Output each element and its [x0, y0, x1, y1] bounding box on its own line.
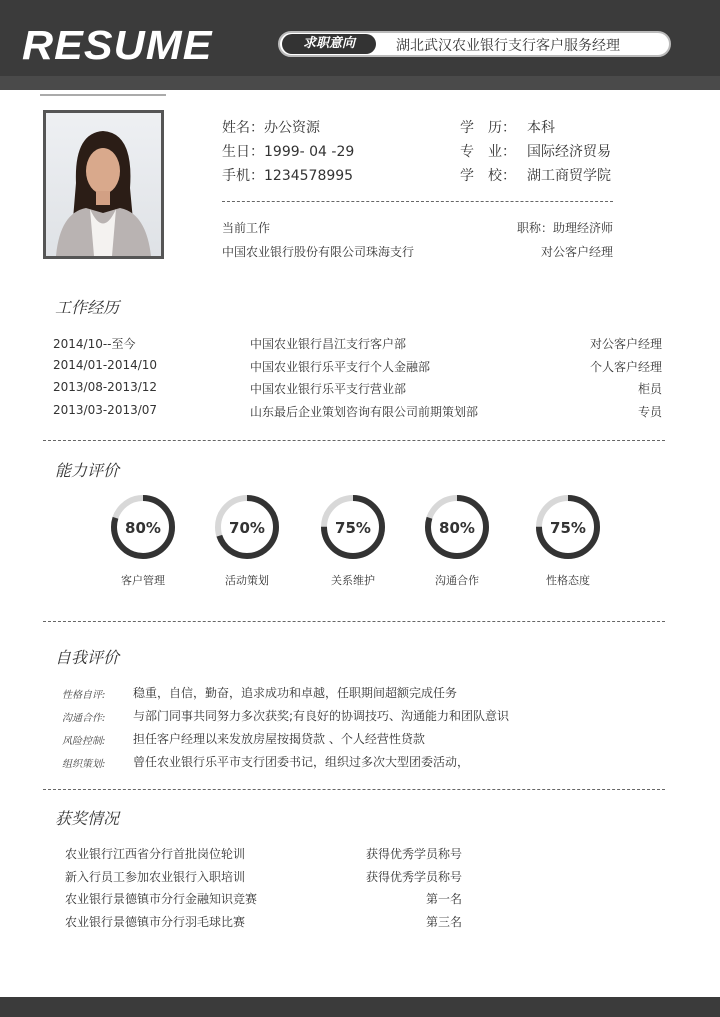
birth-value: 1999- 04 -29 — [264, 144, 355, 160]
name-field — [222, 117, 320, 137]
skill-label: 沟通合作 — [435, 574, 479, 587]
self-label: 性格自评: — [62, 690, 106, 701]
award-name: 农业银行景德镇市分行金融知识竞赛 — [65, 892, 258, 906]
self-label: 组织策划: — [62, 759, 106, 770]
birth-field — [222, 141, 354, 161]
self-label: 沟通合作: — [62, 713, 106, 724]
work-date: 2013/03-2013/07 — [53, 403, 158, 417]
skill-ring — [324, 498, 382, 587]
major-value: 国际经济贸易 — [527, 144, 611, 160]
skill-label: 性格态度 — [546, 574, 590, 587]
divider — [43, 440, 665, 441]
objective-pill — [278, 31, 671, 57]
profile-photo — [43, 110, 164, 259]
birth-label: 生日： — [222, 144, 264, 160]
self-heading: 自我评价 — [55, 648, 120, 667]
person-photo-icon — [46, 113, 161, 256]
divider — [222, 201, 613, 202]
edu-label: 学 历： — [460, 120, 516, 136]
skill-ring — [114, 498, 172, 587]
objective-tag: 求职意向 — [282, 34, 376, 54]
work-company: 山东最后企业策划咨询有限公司前期策划部 — [250, 405, 479, 419]
skill-percent: 80% — [439, 519, 475, 537]
self-text: 曾任农业银行乐平市支行团委书记，组织过多次大型团委活动， — [133, 755, 470, 769]
skills-heading: 能力评价 — [55, 461, 120, 480]
skill-percent: 75% — [550, 519, 586, 537]
divider — [43, 789, 665, 790]
award-result: 获得优秀学员称号 — [365, 870, 462, 884]
school-value: 湖工商贸学院 — [527, 168, 611, 184]
skill-ring — [218, 498, 276, 587]
name-value: 办公资源 — [264, 120, 320, 136]
work-heading: 工作经历 — [55, 298, 120, 317]
award-name: 农业银行景德镇市分行羽毛球比赛 — [65, 915, 246, 929]
resume-logo: RESUME — [22, 22, 213, 68]
work-role: 对公客户经理 — [589, 337, 662, 351]
divider — [40, 94, 166, 96]
self-text: 稳重，自信，勤奋，追求成功和卓越，任职期间超额完成任务 — [133, 686, 458, 700]
work-role: 柜员 — [637, 382, 662, 396]
award-result: 第三名 — [425, 915, 462, 929]
phone-value: 1234578995 — [264, 168, 354, 184]
footer-bar — [0, 997, 720, 1017]
divider — [43, 621, 665, 622]
award-name: 农业银行江西省分行首批岗位轮训 — [65, 847, 246, 861]
job-title: 职称：助理经济师 — [516, 221, 613, 235]
skill-percent: 75% — [335, 519, 371, 537]
skill-percent: 80% — [125, 519, 161, 537]
skill-label: 客户管理 — [121, 574, 165, 587]
work-role: 专员 — [637, 405, 662, 419]
skill-label: 关系维护 — [331, 574, 375, 587]
school-label: 学 校： — [460, 168, 516, 184]
self-label: 风险控制: — [62, 736, 106, 747]
skill-ring — [428, 498, 486, 587]
phone-field — [222, 165, 353, 185]
current-role: 对公客户经理 — [540, 245, 613, 259]
name-label: 姓名： — [222, 120, 264, 136]
award-name: 新入行员工参加农业银行入职培训 — [65, 870, 246, 884]
work-company: 中国农业银行乐平支行个人金融部 — [250, 360, 431, 374]
skill-rings — [0, 480, 720, 600]
current-work-label: 当前工作 — [222, 221, 271, 235]
award-result: 获得优秀学员称号 — [365, 847, 462, 861]
current-company: 中国农业银行股份有限公司珠海支行 — [222, 245, 415, 259]
work-date: 2014/01-2014/10 — [53, 358, 158, 372]
work-role: 个人客户经理 — [589, 360, 662, 374]
work-date: 2014/10--至今 — [53, 337, 136, 351]
skill-label: 活动策划 — [225, 574, 269, 587]
edu-value: 本科 — [527, 120, 555, 136]
work-company: 中国农业银行乐平支行营业部 — [250, 382, 407, 396]
major-label: 专 业： — [460, 144, 516, 160]
objective-text: 湖北武汉农业银行支行客户服务经理 — [396, 38, 620, 54]
awards-heading: 获奖情况 — [55, 809, 120, 828]
work-company: 中国农业银行昌江支行客户部 — [250, 337, 407, 351]
self-text: 担任客户经理以来发放房屋按揭贷款 、个人经营性贷款 — [133, 732, 425, 746]
work-date: 2013/08-2013/12 — [53, 380, 158, 394]
skill-ring — [539, 498, 597, 587]
phone-label: 手机： — [222, 168, 264, 184]
self-text: 与部门同事共同努力多次获奖;有良好的协调技巧、沟通能力和团队意识 — [133, 709, 510, 723]
award-result: 第一名 — [425, 892, 462, 906]
header-band — [0, 76, 720, 90]
skill-percent: 70% — [229, 519, 265, 537]
